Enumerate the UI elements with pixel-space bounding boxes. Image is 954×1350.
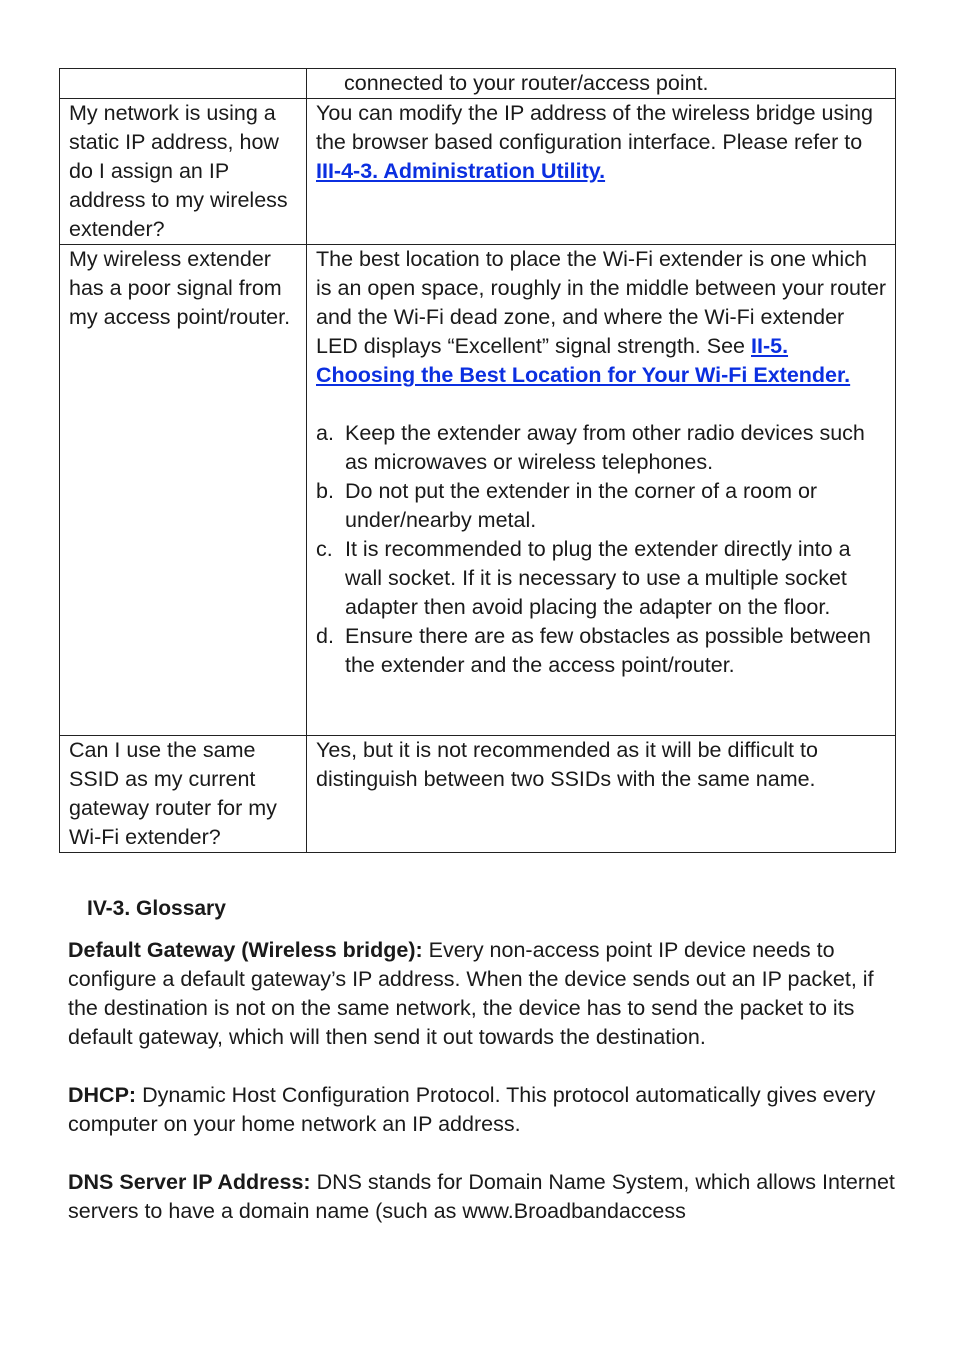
faq-table — [59, 68, 896, 853]
section-heading: IV-3. Glossary — [87, 897, 226, 920]
list-marker: b. — [316, 479, 334, 503]
list-marker: a. — [316, 421, 334, 445]
list-marker: c. — [316, 537, 333, 561]
answer-cell — [307, 245, 896, 736]
tips-list — [316, 419, 887, 680]
question-cell: Can I use the same SSID as my current gateway router for my Wi-Fi extender? — [60, 736, 307, 853]
table-row — [60, 736, 896, 853]
answer-text: You can modify the IP address of the wireless bridge using the browser based configuration interface. Please refer to — [316, 101, 873, 154]
list-marker: d. — [316, 624, 334, 648]
list-item — [316, 477, 887, 535]
answer-cell: connected to your router/access point. — [307, 69, 896, 99]
glossary-term: DHCP: — [68, 1083, 137, 1107]
question-cell: My wireless extender has a poor signal from my access point/router. — [60, 245, 307, 736]
list-item — [316, 622, 887, 680]
list-item-text: It is recommended to plug the extender directly into a wall socket. If it is necessary to use a multiple socket adapter then avoid placing the adapter on the floor. — [345, 537, 851, 619]
question-cell: My network is using a static IP address, how do I assign an IP address to my wireless extender? — [60, 99, 307, 245]
list-item-text: Ensure there are as few obstacles as possible between the extender and the access point/router. — [345, 624, 871, 677]
list-item-text: Do not put the extender in the corner of a room or under/nearby metal. — [345, 479, 818, 532]
glossary-entry — [68, 936, 898, 1052]
glossary-term: DNS Server IP Address: — [68, 1170, 311, 1194]
table-row — [60, 245, 896, 736]
best-location-link[interactable]: II-5. Choosing the Best Location for Your Wi-Fi Extender. — [316, 334, 851, 387]
glossary-definition: Dynamic Host Configuration Protocol. This protocol automatically gives every computer on your home network an IP address. — [68, 1083, 876, 1136]
glossary-term: Default Gateway (Wireless bridge): — [68, 938, 423, 962]
spacer — [316, 390, 887, 419]
answer-text: The best location to place the Wi-Fi extender is one which is an open space, roughly in the middle between your router and the Wi-Fi dead zone, and where the Wi-Fi extender LED displays “Excellent” signal strength. See — [316, 247, 887, 358]
answer-cell: Yes, but it is not recommended as it will be difficult to distinguish between two SSIDs with the same name. — [307, 736, 896, 853]
glossary-entry — [68, 1081, 898, 1139]
glossary-definition: Every non-access point IP device needs to configure a default gateway’s IP address. When the device sends out an IP packet, if the destination is not on the same network, the device has to send the packet to its default gateway, which will then send it out towards the destination. — [68, 938, 874, 1049]
list-item — [316, 419, 887, 477]
answer-cell — [307, 99, 896, 245]
table-row — [60, 69, 896, 99]
table-row — [60, 99, 896, 245]
list-item — [316, 535, 887, 622]
administration-utility-link[interactable]: III-4-3. Administration Utility. — [316, 159, 606, 183]
question-cell — [60, 69, 307, 99]
glossary-section — [68, 894, 898, 1255]
glossary-definition: DNS stands for Domain Name System, which allows Internet servers to have a domain name (such as www.Broadbandaccess — [68, 1170, 895, 1223]
list-item-text: Keep the extender away from other radio devices such as microwaves or wireless telephones. — [345, 421, 865, 474]
glossary-entry — [68, 1168, 898, 1226]
